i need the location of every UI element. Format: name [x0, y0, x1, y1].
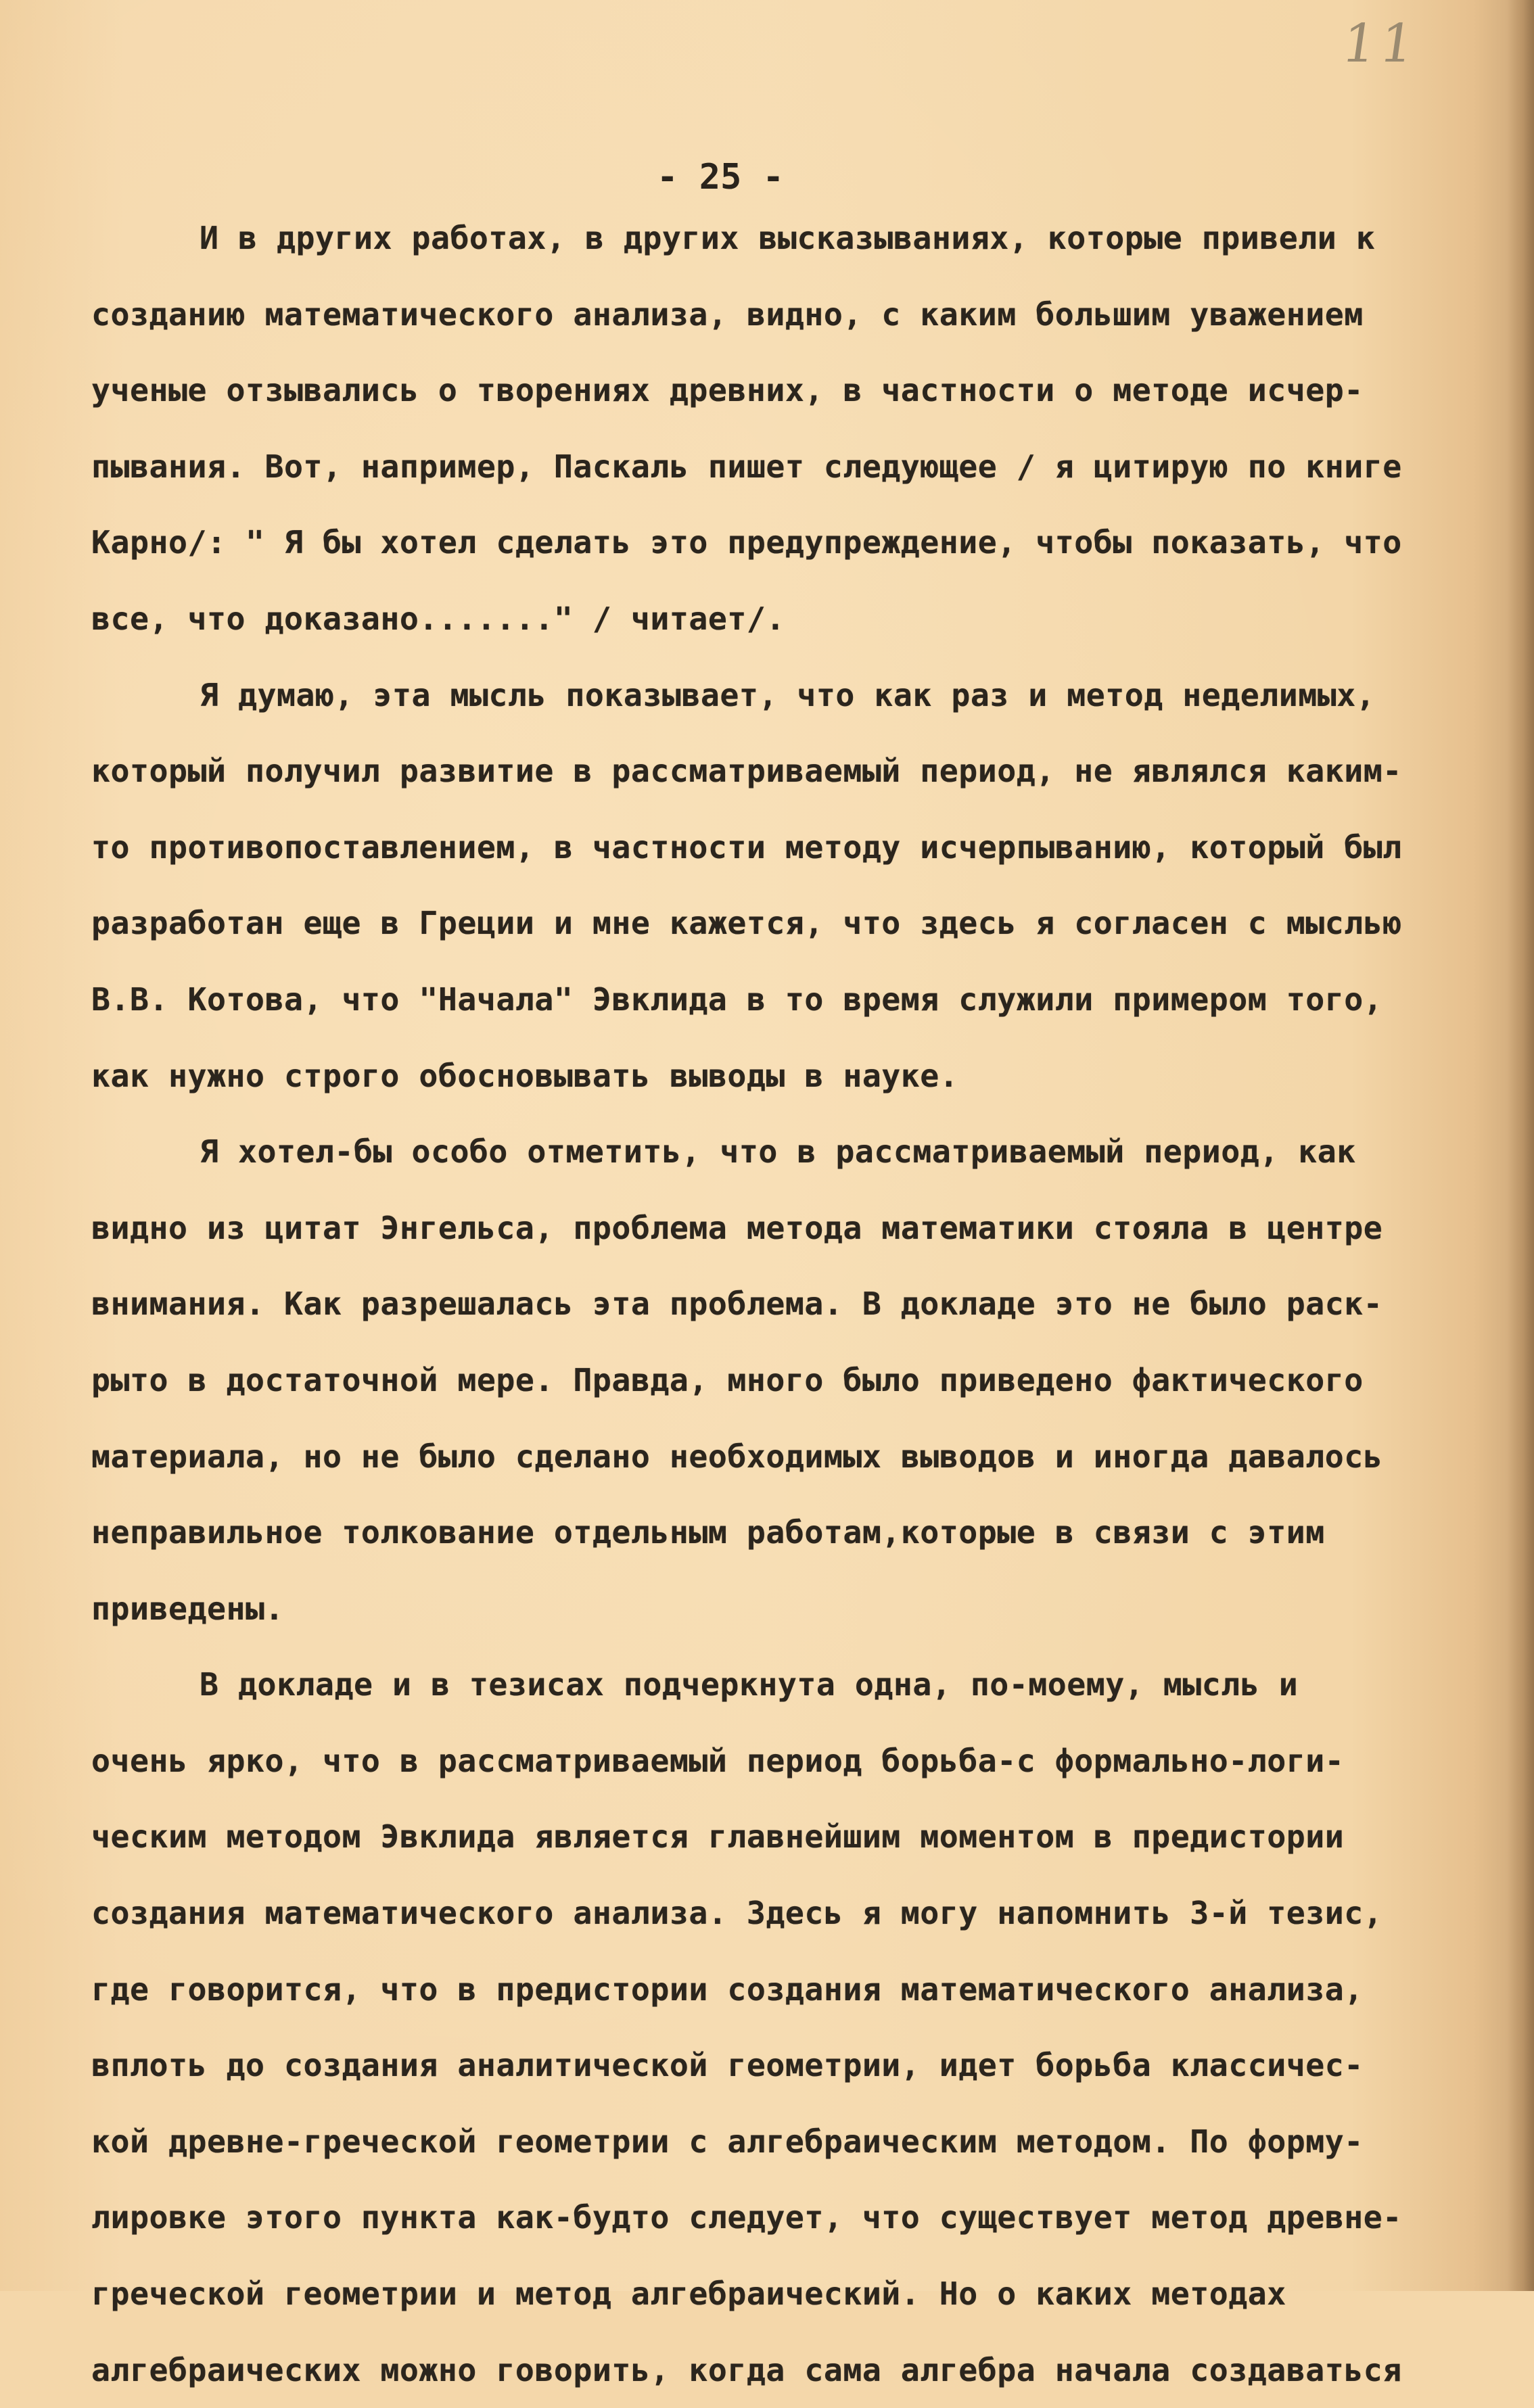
- text-line: лировке этого пункта как-будто следует, что существует метод древне-: [91, 2199, 1402, 2236]
- text-line: где говорится, что в предистории создания математического анализа,: [91, 1970, 1364, 2008]
- text-line: все, что доказано......." / читает/.: [91, 600, 785, 637]
- text-line: внимания. Как разрешалась эта проблема. В докладе это не было раск-: [91, 1285, 1383, 1323]
- text-line: алгебраических можно говорить, когда сама алгебра начала создаваться: [91, 2351, 1402, 2388]
- text-line: ученые отзывались о творениях древних, в частности о методе исчер-: [91, 372, 1364, 409]
- text-line: как нужно строго обосновывать выводы в науке.: [91, 1057, 959, 1094]
- text-line: рыто в достаточной мере. Правда, много было приведено фактического: [91, 1361, 1364, 1398]
- text-line: создания математического анализа. Здесь я могу напомнить 3-й тезис,: [91, 1895, 1383, 1932]
- text-line: В.В. Котова, что "Начала" Эвклида в то время служили примером того,: [91, 981, 1383, 1018]
- text-line: В докладе и в тезисах подчеркнута одна, по-моему, мысль и: [200, 1666, 1299, 1703]
- text-line: материала, но не было сделано необходимых выводов и иногда давалось: [91, 1438, 1383, 1475]
- text-line: греческой геометрии и метод алгебраический. Но о каких методах: [91, 2275, 1286, 2313]
- text-line: очень ярко, что в рассматриваемый период борьба-с формально-логи-: [91, 1742, 1345, 1779]
- text-line: И в других работах, в других высказываниях, которые привели к: [200, 220, 1376, 256]
- text-line: вплоть до создания аналитической геометрии, идет борьба классичес-: [91, 2047, 1364, 2084]
- text-line: пывания. Вот, например, Паскаль пишет следующее / я цитирую по книге: [91, 448, 1402, 485]
- text-line: созданию математического анализа, видно, с каким большим уважением: [91, 296, 1364, 333]
- text-line: который получил развитие в рассматриваемый период, не являлся каким-: [91, 753, 1402, 790]
- text-line: разработан еще в Греции и мне кажется, что здесь я согласен с мыслью: [91, 905, 1402, 942]
- text-line: то противопоставлением, в частности методу исчерпыванию, который был: [91, 828, 1402, 866]
- text-line: Я думаю, эта мысль показывает, что как раз и метод неделимых,: [200, 676, 1376, 713]
- text-line: приведены.: [91, 1590, 284, 1627]
- page-edge-shadow: [1507, 0, 1534, 2291]
- document-text: [91, 200, 1464, 2408]
- archive-page-number: 11: [1338, 14, 1422, 74]
- text-line: Я хотел-бы особо отметить, что в рассматриваемый период, как: [200, 1133, 1356, 1171]
- text-line: видно из цитат Энгельса, проблема метода математики стояла в центре: [91, 1209, 1383, 1246]
- page-number: - 25 -: [657, 157, 784, 197]
- text-line: неправильное толкование отдельным работам,которые в связи с этим: [91, 1514, 1325, 1551]
- text-line: кой древне-греческой геометрии с алгебраическим методом. По форму-: [91, 2123, 1364, 2160]
- text-line: ческим методом Эвклида является главнейшим моментом в предистории: [91, 1818, 1345, 1856]
- text-line: Карно/: " Я бы хотел сделать это предупреждение, чтобы показать, что: [91, 524, 1402, 561]
